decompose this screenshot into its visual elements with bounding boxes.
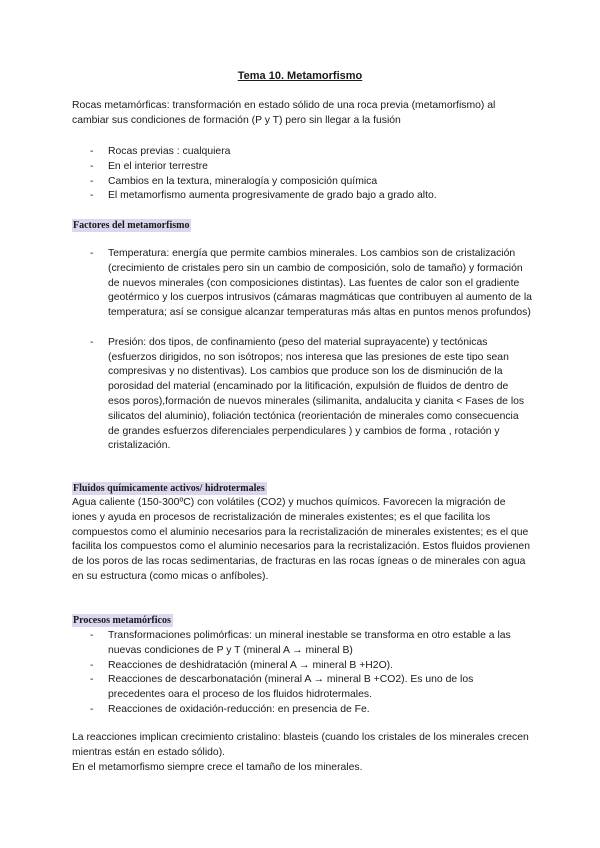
fluids-paragraph: Agua caliente (150-300ºC) con volátiles (CO2) y muchos químicos. Favorecen la migración de iones y ayuda en procesos de recristalización de minerales existentes; es el que facilita los compuestos como el aluminio necesarios para la recristalización de minerales existentes; es el que facilita los compuestos como el aluminio necesarios para la recristalización. Estos fluidos provienen de los poros de las rocas sedimentarias, de fracturas en las rocas ígneas o de minerales con agua en su estructura (como micas o anfíboles). xyxy=(72,497,530,582)
list-item: - Presión: dos tipos, de confinamiento (peso del material suprayacente) y tectónicas (esfuerzos dirigidos, no son isótropos; nos interesa que las presiones de este tipo sean compresivas y no distentivas). Los cambios que produce son los de disminución de la porosidad del material (encaminado por la litificación, expulsión de fluidos de dentro de esos poros),formación de nuevos minerales (silimanita, andalucita y cianita < Fases de los silicatos del aluminio), foliación tectónica (reorientación de minerales como consecuencia de grandes esfuerzos diferenciales perpendiculares ) y cambios de forma , rotación y cristalización. xyxy=(72,336,532,454)
section-heading-fluids: Fluidos químicamente activos/ hidrotermales xyxy=(73,483,265,494)
list-item: - Reacciones de oxidación-reducción: en presencia de Fe. xyxy=(72,703,532,718)
page-title: Tema 10. Metamorfismo xyxy=(237,70,363,82)
section-heading-processes: Procesos metamórficos xyxy=(73,615,171,626)
intro-paragraph: Rocas metamórficas: transformación en estado sólido de una roca previa (metamorfismo) al cambiar sus condiciones de formación (P y T) pero sin llegar a la fusión xyxy=(72,100,496,126)
section-heading-factors: Factores del metamorfismo xyxy=(73,220,190,231)
closing-line: En el metamorfismo siempre crece el tamaño de los minerales. xyxy=(72,762,363,773)
list-item: - Reacciones de deshidratación (mineral A → mineral B +H2O). xyxy=(72,659,532,674)
list-item: - En el interior terrestre xyxy=(72,160,532,175)
list-item: - Transformaciones polimórficas: un mineral inestable se transforma en otro estable a las nuevas condiciones de P y T (mineral A → mineral B) xyxy=(72,629,532,659)
list-item: - Reacciones de descarbonatación (mineral A → mineral B +CO2). Es uno de los precedentes oara el proceso de los fluidos hidrotermales. xyxy=(72,673,532,703)
processes-list xyxy=(72,629,532,718)
intro-list xyxy=(72,145,532,204)
list-item: - Rocas previas : cualquiera xyxy=(72,145,532,160)
factors-list xyxy=(72,247,532,469)
list-item: - Temperatura: energía que permite cambios minerales. Los cambios son de cristalización (crecimiento de cristales pero sin un cambio de composición, solo de tamaño) y formación de nuevos minerales (con composiciones distintas). Las fuentes de calor son el gradiente geotérmico y los cuerpos intrusivos (cámaras magmáticas que contribuyen al aumento de la temperatura; así se consigue alcanzar temperaturas más altas en puntos menos profundos) xyxy=(72,247,532,321)
list-item: - Cambios en la textura, mineralogía y composición química xyxy=(72,175,532,190)
list-item: - El metamorfismo aumenta progresivamente de grado bajo a grado alto. xyxy=(72,189,532,204)
closing-paragraph: La reacciones implican crecimiento cristalino: blasteis (cuando los cristales de los minerales crecen mientras están en estado sólido). xyxy=(72,732,529,758)
